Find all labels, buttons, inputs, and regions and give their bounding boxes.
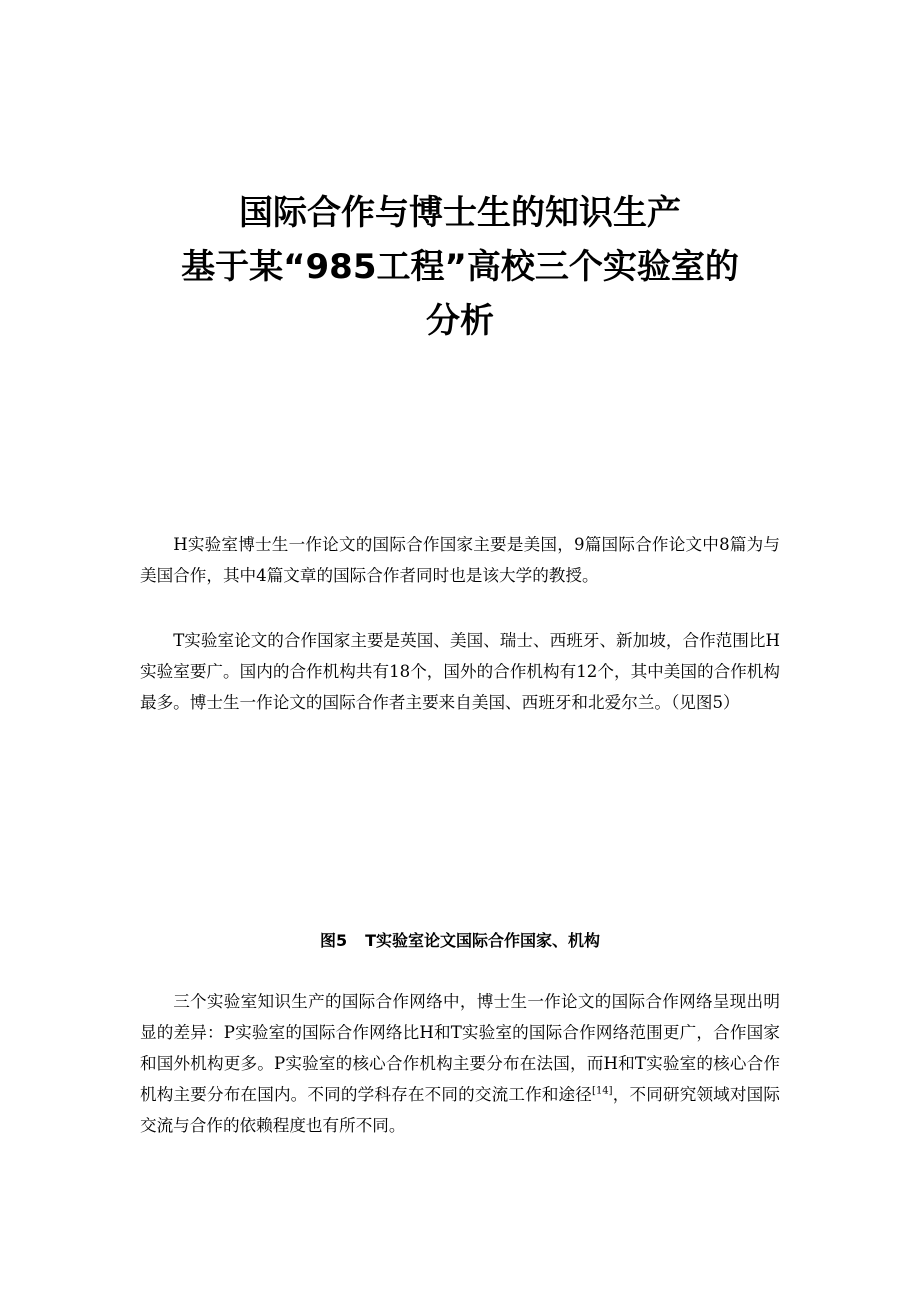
title-line-2: 基于某“985工程”高校三个实验室的 xyxy=(181,247,739,287)
title-line-3: 分析 xyxy=(426,301,494,341)
citation-reference[interactable]: [14] xyxy=(592,1085,613,1097)
paragraph-comparison-text-2: ，不同研究领域对国际交流与合作的依赖程度也有所不同。 xyxy=(140,1085,781,1135)
document-title xyxy=(100,186,820,348)
paragraph-t-lab: T实验室论文的合作国家主要是英国、美国、瑞士、西班牙、新加坡，合作范围比H实验室要广。国内的合作机构共有18个，国外的合作机构有12个，其中美国的合作机构最多。博士生一作论文的国际合作者主要来自美国、西班牙和北爱尔兰。（见图5） xyxy=(140,631,780,712)
figure-title: T实验室论文国际合作国家、机构 xyxy=(365,931,601,950)
paragraph-h-lab: H实验室博士生一作论文的国际合作国家主要是美国，9篇国际合作论文中8篇为与美国合作，其中4篇文章的国际合作者同时也是该大学的教授。 xyxy=(140,535,780,585)
paragraph-comparison-text-1: 三个实验室知识生产的国际合作网络中，博士生一作论文的国际合作网络呈现出明显的差异：P实验室的国际合作网络比H和T实验室的国际合作网络范围更广，合作国家和国外机构更多。P实验室的核心合作机构主要分布在法国，而H和T实验室的核心合作机构主要分布在国内。不同的学科存在不同的交流工作和途径 xyxy=(140,992,780,1104)
figure-caption xyxy=(140,928,780,954)
paragraph-comparison xyxy=(140,986,780,1141)
title-line-1: 国际合作与博士生的知识生产 xyxy=(239,193,681,233)
figure-number: 图5 xyxy=(319,931,348,950)
